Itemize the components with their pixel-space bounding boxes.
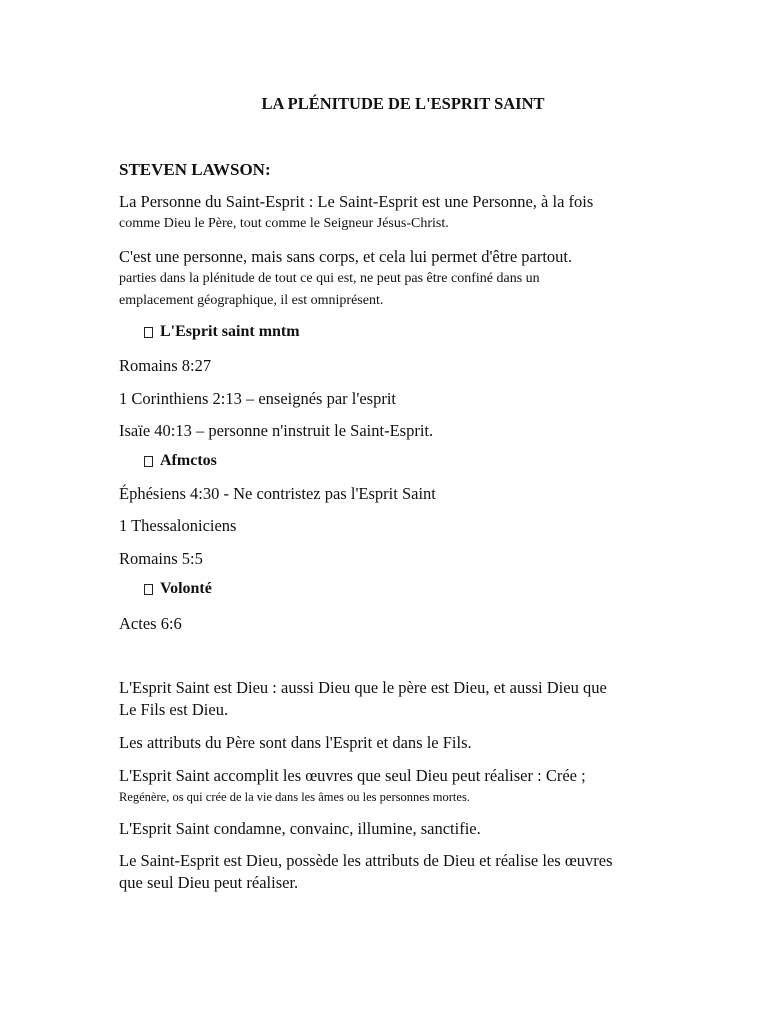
bullet-item [144,578,212,600]
paragraph-line: Regénère, os qui crée de la vie dans les âmes ou les personnes mortes. [119,790,470,804]
paragraph-line: que seul Dieu peut réaliser. [119,873,299,892]
missing-glyph-icon [144,456,153,467]
paragraph-line: emplacement géographique, il est omniprésent. [119,293,384,308]
paragraph-line: Les attributs du Père sont dans l'Esprit et dans le Fils. [119,733,472,752]
bullet-item [144,450,217,472]
paragraph-line: L'Esprit Saint accomplit les œuvres que seul Dieu peut réaliser : Crée ; [119,766,586,785]
paragraph-line: comme Dieu le Père, tout comme le Seigneur Jésus-Christ. [119,216,449,231]
paragraph-line: L'Esprit Saint condamne, convainc, illumine, sanctifie. [119,819,481,838]
scripture-reference: Éphésiens 4:30 - Ne contristez pas l'Esprit Saint [119,484,436,503]
paragraph-line: parties dans la plénitude de tout ce qui est, ne peut pas être confiné dans un [119,271,540,286]
bullet-label: L'Esprit saint mntm [160,323,300,340]
bullet-label: Afmctos [160,452,217,469]
paragraph-line: Le Fils est Dieu. [119,700,229,719]
missing-glyph-icon [144,327,153,338]
scripture-reference: 1 Thessaloniciens [119,516,237,535]
author-heading: STEVEN LAWSON: [119,160,271,179]
bullet-label: Volonté [160,580,212,597]
scripture-reference: Isaïe 40:13 – personne n'instruit le Saint-Esprit. [119,421,434,440]
paragraph-line: La Personne du Saint-Esprit : Le Saint-Esprit est une Personne, à la fois [119,192,594,211]
scripture-reference: 1 Corinthiens 2:13 – enseignés par l'esprit [119,389,397,408]
scripture-reference: Actes 6:6 [119,614,182,633]
paragraph-line: Le Saint-Esprit est Dieu, possède les attributs de Dieu et réalise les œuvres [119,851,613,870]
missing-glyph-icon [144,584,153,595]
scripture-reference: Romains 8:27 [119,356,212,375]
page-title: LA PLÉNITUDE DE L'ESPRIT SAINT [261,94,545,113]
paragraph-line: C'est une personne, mais sans corps, et cela lui permet d'être partout. [119,247,573,266]
paragraph-line: L'Esprit Saint est Dieu : aussi Dieu que le père est Dieu, et aussi Dieu que [119,678,607,697]
bullet-item [144,321,300,343]
scripture-reference: Romains 5:5 [119,549,203,568]
